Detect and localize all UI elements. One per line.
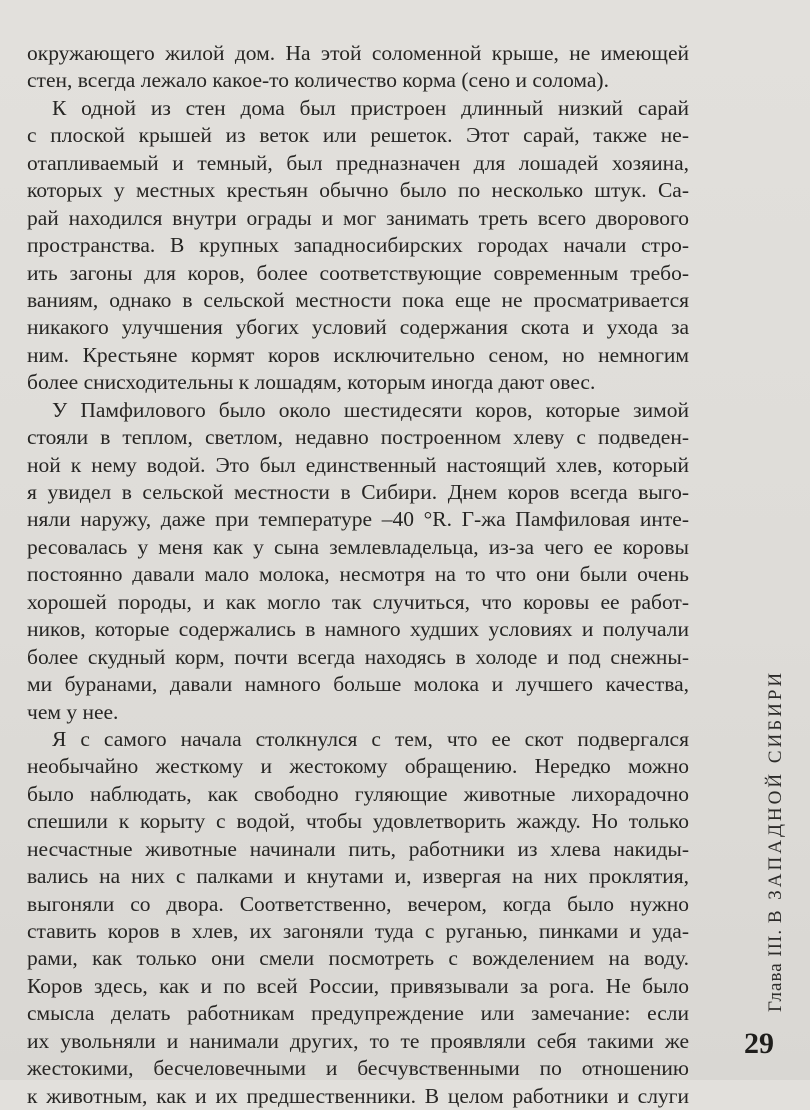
- text-line: несчастные животные начинали пить, работники из хлева накиды-: [27, 836, 689, 861]
- text-line: их увольняли и нанимали других, то те проявляли себя такими же: [27, 1028, 689, 1053]
- text-line: с плоской крышей из веток или решеток. Этот сарай, также не-: [27, 123, 689, 148]
- text-line: стен, всегда лежало какое-то количество корма (сено и солома).: [27, 68, 609, 93]
- text-line: ваниям, однако в сельской местности пока еще не просматривается: [27, 287, 689, 312]
- text-line: отапливаемый и темный, был предназначен для лошадей хозяина,: [27, 150, 689, 175]
- text-line: хорошей породы, и как могло так случиться, что коровы ее работ-: [27, 589, 689, 614]
- text-line: пространства. В крупных западносибирских городах начали стро-: [27, 233, 689, 258]
- running-head: [765, 670, 787, 1012]
- text-line: было наблюдать, как свободно гуляющие животные лихорадочно: [27, 781, 689, 806]
- text-line: стояли в теплом, светлом, недавно построенном хлеву с подведен-: [27, 425, 689, 450]
- text-line: необычайно жесткому и жестокому обращению. Нередко можно: [27, 754, 689, 779]
- text-line: окружающего жилой дом. На этой соломенной крыше, не имеющей: [27, 41, 689, 65]
- text-line: рай находился внутри ограды и мог занимать треть всего дворового: [27, 205, 689, 230]
- running-head-title: В ЗАПАДНОЙ СИБИРИ: [765, 669, 786, 924]
- text-line: которых у местных крестьян обычно было по несколько штук. Са-: [27, 178, 689, 203]
- page-number: 29: [744, 1027, 774, 1060]
- text-line: ставить коров в хлев, их загоняли туда с руганью, пинками и уда-: [27, 919, 689, 943]
- text-line: К одной из стен дома был пристроен длинный низкий сарай: [52, 95, 689, 120]
- text-line: няли наружу, даже при температуре –40 °R. Г-жа Памфиловая инте-: [27, 507, 689, 532]
- text-line: спешили к корыту с водой, чтобы удовлетворить жажду. Но только: [27, 809, 689, 834]
- text-line: постоянно давали мало молока, несмотря на то что они были очень: [27, 562, 689, 587]
- text-line: смысла делать работникам предупреждение или замечание: если: [27, 1001, 689, 1026]
- running-head-chapter: Глава III.: [765, 928, 786, 1012]
- text-line: более скудный корм, почти всегда находясь в холоде и под снежны-: [27, 644, 689, 669]
- text-line: более снисходительны к лошадям, которым иногда дают овес.: [27, 370, 596, 395]
- text-line: ников, которые содержались в намного худших условиях и получали: [27, 617, 689, 642]
- text-line: ить загоны для коров, более соответствующие современным требо-: [27, 260, 689, 285]
- text-line: рами, как только они смели посмотреть с вожделением на воду.: [27, 946, 689, 971]
- text-line: жестокими, бесчеловечными и бесчувственными по отношению: [27, 1056, 689, 1081]
- text-line: я увидел в сельской местности в Сибири. Днем коров всегда выго-: [27, 480, 689, 504]
- body-text: [27, 40, 689, 1110]
- text-line: выгоняли со двора. Соответственно, вечером, когда было нужно: [27, 891, 689, 916]
- text-line: У Памфилового было около шестидесяти коров, которые зимой: [52, 397, 689, 422]
- text-line: Я с самого начала столкнулся с тем, что ее скот подвергался: [52, 726, 689, 751]
- text-line: Коров здесь, как и по всей России, привязывали за рога. Не было: [27, 973, 689, 998]
- text-line: ним. Крестьяне кормят коров исключительно сеном, но немногим: [27, 342, 689, 367]
- text-line: вались на них с палками и кнутами и, извергая на них проклятия,: [27, 864, 689, 889]
- text-line: ной к нему водой. Это был единственный настоящий хлев, который: [27, 452, 689, 477]
- text-line: к животным, как и их предшественники. В целом работники и слуги: [27, 1083, 689, 1108]
- text-line: ми буранами, давали намного больше молока и лучшего качества,: [27, 672, 689, 697]
- text-line: никакого улучшения убогих условий содержания скота и ухода за: [27, 315, 689, 340]
- text-line: ресовалась у меня как у сына землевладельца, из-за чего ее коровы: [27, 534, 689, 559]
- text-line: чем у нее.: [27, 699, 119, 724]
